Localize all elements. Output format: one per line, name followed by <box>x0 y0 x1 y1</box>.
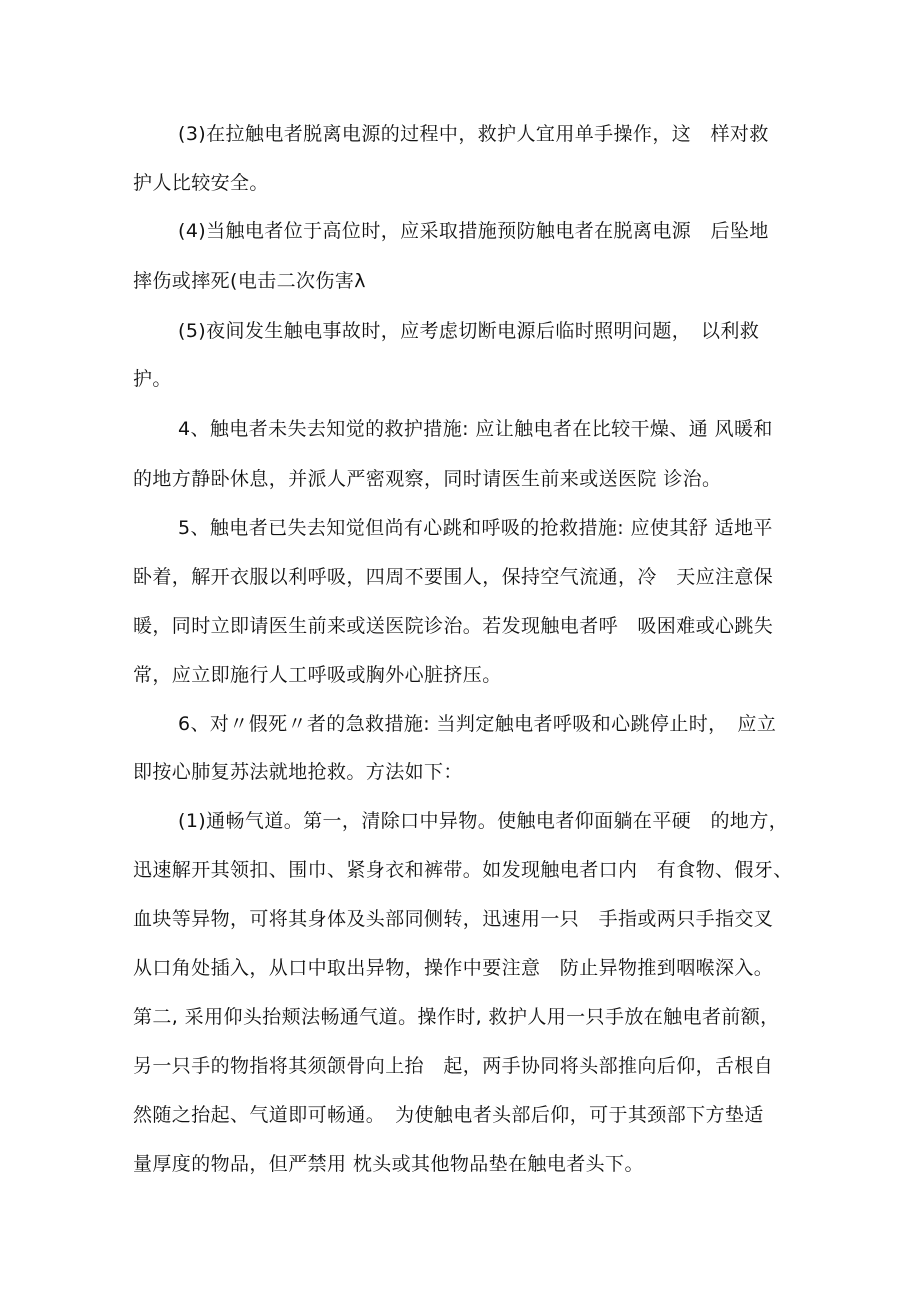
text-line: 常，应立即施行人工呼吸或胸外心脏挤压。 <box>133 664 502 686</box>
text-line: 护人比较安全。 <box>133 172 269 194</box>
text-line: 摔伤或摔死(电击二次伤害λ <box>133 270 366 292</box>
text-line: 护。 <box>133 368 172 390</box>
text-line: 量厚度的物品，但严禁用 枕头或其他物品垫在触电者头下。 <box>133 1153 644 1175</box>
text-line: (3)在拉触电者脱离电源的过程中，救护人宜用单手操作，这 样对救 <box>178 123 769 145</box>
text-line: (4)当触电者位于高位时，应采取措施预防触电者在脱离电源 后坠地 <box>178 220 769 242</box>
text-line: 即按心肺复苏法就地抢救。方法如下： <box>133 761 463 783</box>
text-line: 第二, 采用仰头抬颊法畅通气道。操作时, 救护人用一只手放在触电者前额， <box>133 1006 780 1028</box>
text-line: 暖，同时立即请医生前来或送医院诊治。若发现触电者呼 吸困难或心跳失 <box>133 615 774 637</box>
text-line: 从口角处插入，从口中取出异物，操作中要注意 防止异物推到咽喉深入。 <box>133 957 774 979</box>
text-line: 另一只手的物指将其须颌骨向上抬 起，两手协同将头部推向后仰，舌根自 <box>133 1055 774 1077</box>
text-line: 血块等异物，可将其身体及头部同侧转，迅速用一只 手指或两只手指交叉 <box>133 908 774 930</box>
text-line: 的地方静卧休息，并派人严密观察，同时请医生前来或送医院 诊治。 <box>133 468 722 490</box>
text-line: 迅速解开其领扣、围巾、紧身衣和裤带。如发现触电者口内 有食物、假牙、 <box>133 859 793 881</box>
text-line: (1)通畅气道。第一，清除口中异物。使触电者仰面躺在平硬 的地方， <box>178 810 789 832</box>
text-line: 然随之抬起、气道即可畅通。 为使触电者头部后仰，可于其颈部下方垫适 <box>133 1104 764 1126</box>
text-line: 4、触电者未失去知觉的救护措施: 应让触电者在比较干燥、通 风暖和 <box>178 418 773 440</box>
text-line: (5)夜间发生触电事故时，应考虑切断电源后临时照明问题， 以利救 <box>178 320 760 342</box>
text-line: 6、对〃假死〃者的急救措施: 当判定触电者呼吸和心跳停止时， 应立 <box>178 713 777 735</box>
text-line: 5、触电者已失去知觉但尚有心跳和呼吸的抢救措施: 应使其舒 适地平 <box>178 517 773 539</box>
text-line: 卧着，解开衣服以利呼吸，四周不要围人，保持空气流通，冷 天应注意保 <box>133 566 774 588</box>
